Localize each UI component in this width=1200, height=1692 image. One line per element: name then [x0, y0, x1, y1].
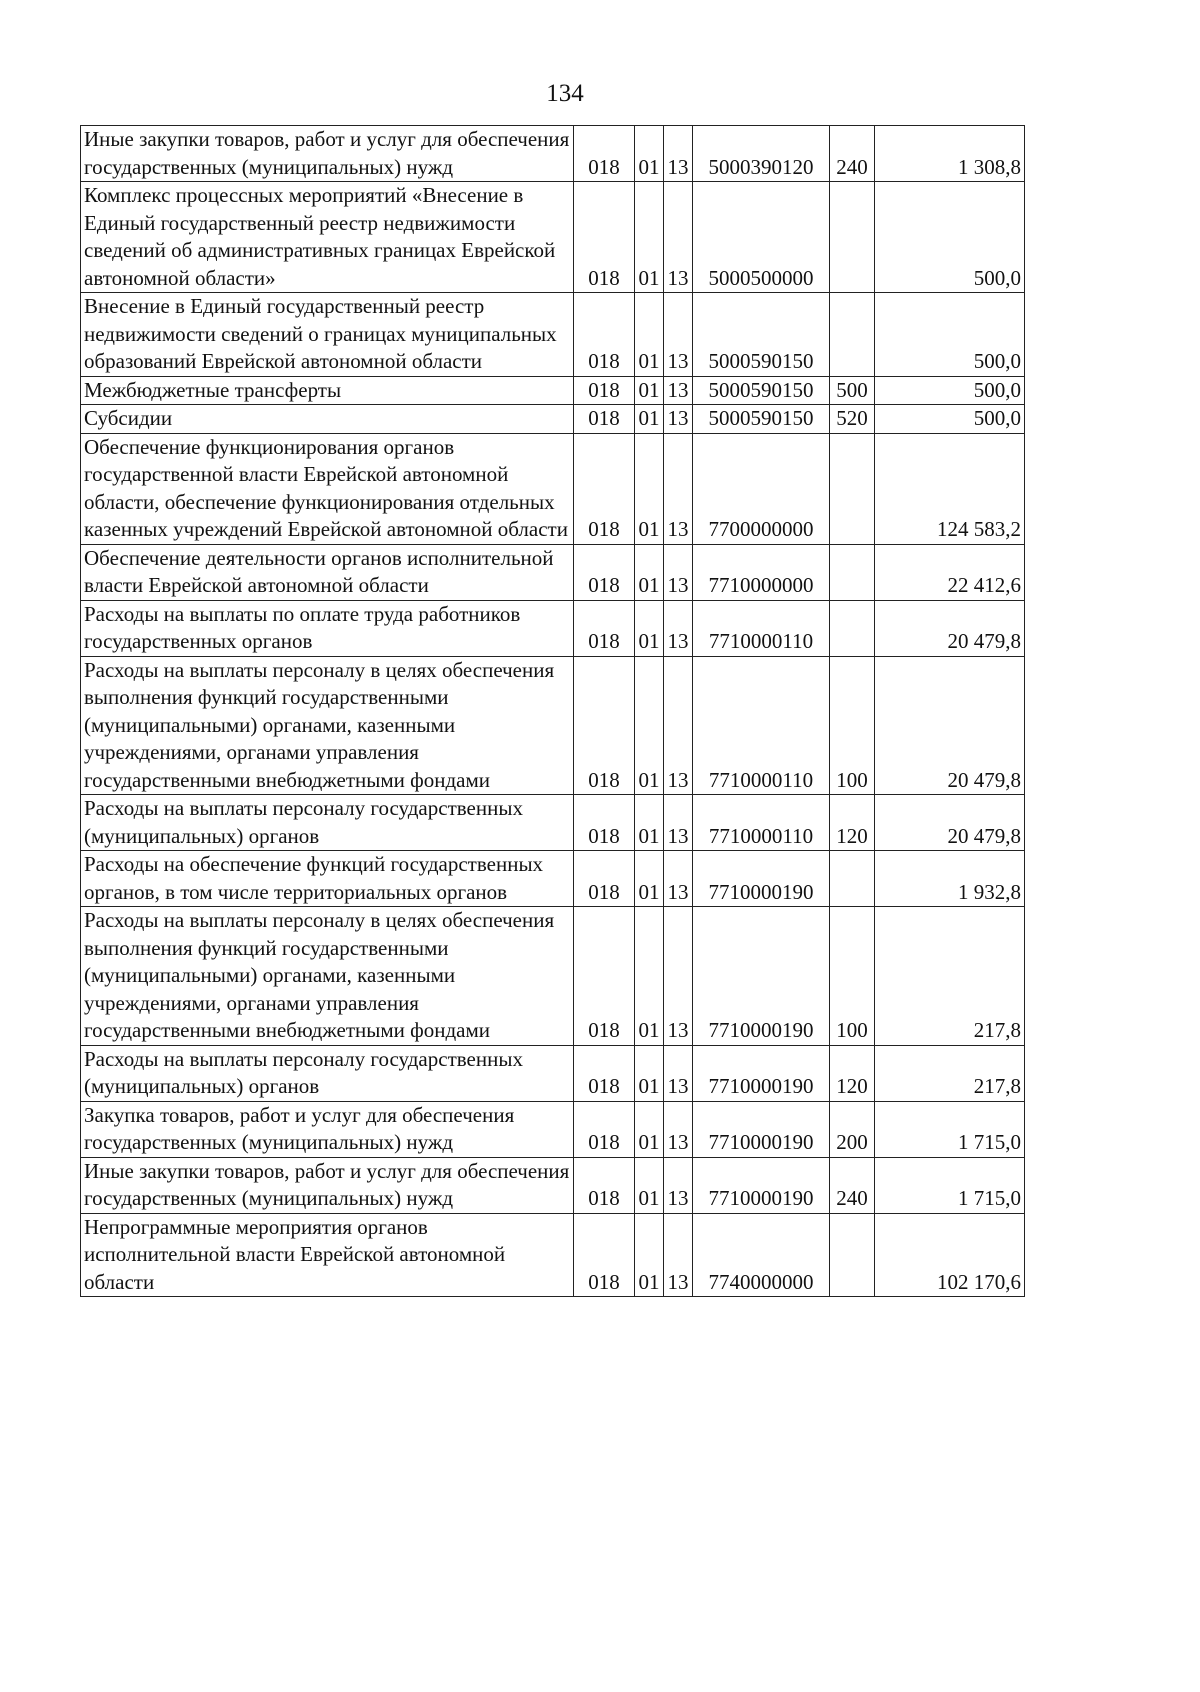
subsection-code-cell: 13 — [664, 405, 693, 434]
expense-type-cell: 240 — [830, 126, 875, 182]
section-code-cell: 01 — [635, 656, 664, 795]
amount-cell: 500,0 — [875, 293, 1025, 377]
section-code-cell: 01 — [635, 182, 664, 293]
subsection-code-cell: 13 — [664, 795, 693, 851]
row-name-cell: Расходы на выплаты персоналу государственных (муниципальных) органов — [81, 795, 574, 851]
ministry-code-cell: 018 — [574, 795, 635, 851]
amount-cell: 217,8 — [875, 1045, 1025, 1101]
table-row — [81, 376, 1025, 405]
section-code-cell: 01 — [635, 795, 664, 851]
expense-type-cell: 100 — [830, 656, 875, 795]
budget-table-body — [81, 126, 1025, 1297]
ministry-code-cell: 018 — [574, 293, 635, 377]
row-name-cell: Обеспечение деятельности органов исполнительной власти Еврейской автономной области — [81, 544, 574, 600]
row-name-cell: Непрограммные мероприятия органов исполнительной власти Еврейской автономной области — [81, 1213, 574, 1297]
target-article-cell: 7710000000 — [693, 544, 830, 600]
amount-cell: 1 308,8 — [875, 126, 1025, 182]
table-row — [81, 1045, 1025, 1101]
amount-cell: 20 479,8 — [875, 795, 1025, 851]
subsection-code-cell: 13 — [664, 182, 693, 293]
row-name-cell: Закупка товаров, работ и услуг для обеспечения государственных (муниципальных) нужд — [81, 1101, 574, 1157]
section-code-cell: 01 — [635, 376, 664, 405]
row-name-cell: Расходы на обеспечение функций государственных органов, в том числе территориальных органов — [81, 851, 574, 907]
row-name-cell: Расходы на выплаты персоналу государственных (муниципальных) органов — [81, 1045, 574, 1101]
target-article-cell: 5000590150 — [693, 376, 830, 405]
expense-type-cell — [830, 600, 875, 656]
expense-type-cell: 200 — [830, 1101, 875, 1157]
amount-cell: 22 412,6 — [875, 544, 1025, 600]
expense-type-cell: 520 — [830, 405, 875, 434]
ministry-code-cell: 018 — [574, 544, 635, 600]
section-code-cell: 01 — [635, 851, 664, 907]
subsection-code-cell: 13 — [664, 1213, 693, 1297]
ministry-code-cell: 018 — [574, 405, 635, 434]
subsection-code-cell: 13 — [664, 851, 693, 907]
target-article-cell: 7710000190 — [693, 1101, 830, 1157]
table-row — [81, 656, 1025, 795]
expense-type-cell — [830, 182, 875, 293]
row-name-cell: Иные закупки товаров, работ и услуг для обеспечения государственных (муниципальных) нужд — [81, 1157, 574, 1213]
ministry-code-cell: 018 — [574, 1213, 635, 1297]
ministry-code-cell: 018 — [574, 126, 635, 182]
target-article-cell: 7710000110 — [693, 600, 830, 656]
table-row — [81, 433, 1025, 544]
ministry-code-cell: 018 — [574, 600, 635, 656]
target-article-cell: 7710000190 — [693, 1045, 830, 1101]
amount-cell: 20 479,8 — [875, 656, 1025, 795]
ministry-code-cell: 018 — [574, 376, 635, 405]
row-name-cell: Расходы на выплаты персоналу в целях обеспечения выполнения функций государственными (муниципальными) органами, казенными учреждениями, органами управления государственными внебюджетными фондами — [81, 656, 574, 795]
ministry-code-cell: 018 — [574, 1045, 635, 1101]
row-name-cell: Иные закупки товаров, работ и услуг для обеспечения государственных (муниципальных) нужд — [81, 126, 574, 182]
row-name-cell: Субсидии — [81, 405, 574, 434]
row-name-cell: Расходы на выплаты по оплате труда работников государственных органов — [81, 600, 574, 656]
section-code-cell: 01 — [635, 405, 664, 434]
target-article-cell: 7710000110 — [693, 795, 830, 851]
budget-table — [80, 125, 1025, 1297]
target-article-cell: 7700000000 — [693, 433, 830, 544]
target-article-cell: 7710000190 — [693, 851, 830, 907]
expense-type-cell: 240 — [830, 1157, 875, 1213]
target-article-cell: 7740000000 — [693, 1213, 830, 1297]
section-code-cell: 01 — [635, 907, 664, 1046]
amount-cell: 102 170,6 — [875, 1213, 1025, 1297]
target-article-cell: 7710000190 — [693, 1157, 830, 1213]
expense-type-cell — [830, 544, 875, 600]
amount-cell: 124 583,2 — [875, 433, 1025, 544]
subsection-code-cell: 13 — [664, 1157, 693, 1213]
expense-type-cell: 100 — [830, 907, 875, 1046]
ministry-code-cell: 018 — [574, 851, 635, 907]
section-code-cell: 01 — [635, 433, 664, 544]
subsection-code-cell: 13 — [664, 293, 693, 377]
section-code-cell: 01 — [635, 126, 664, 182]
subsection-code-cell: 13 — [664, 376, 693, 405]
table-row — [81, 182, 1025, 293]
subsection-code-cell: 13 — [664, 1101, 693, 1157]
section-code-cell: 01 — [635, 1157, 664, 1213]
amount-cell: 500,0 — [875, 376, 1025, 405]
table-row — [81, 851, 1025, 907]
row-name-cell: Комплекс процессных мероприятий «Внесение в Единый государственный реестр недвижимости сведений об административных границах Еврейской автономной области» — [81, 182, 574, 293]
subsection-code-cell: 13 — [664, 433, 693, 544]
target-article-cell: 5000590150 — [693, 405, 830, 434]
expense-type-cell: 120 — [830, 795, 875, 851]
table-row — [81, 405, 1025, 434]
section-code-cell: 01 — [635, 1213, 664, 1297]
table-row — [81, 126, 1025, 182]
amount-cell: 1 715,0 — [875, 1101, 1025, 1157]
expense-type-cell — [830, 851, 875, 907]
amount-cell: 1 715,0 — [875, 1157, 1025, 1213]
table-row — [81, 1213, 1025, 1297]
target-article-cell: 5000590150 — [693, 293, 830, 377]
target-article-cell: 5000390120 — [693, 126, 830, 182]
subsection-code-cell: 13 — [664, 600, 693, 656]
table-row — [81, 544, 1025, 600]
expense-type-cell: 500 — [830, 376, 875, 405]
amount-cell: 217,8 — [875, 907, 1025, 1046]
expense-type-cell — [830, 1213, 875, 1297]
row-name-cell: Расходы на выплаты персоналу в целях обеспечения выполнения функций государственными (муниципальными) органами, казенными учреждениями, органами управления государственными внебюджетными фондами — [81, 907, 574, 1046]
subsection-code-cell: 13 — [664, 656, 693, 795]
row-name-cell: Внесение в Единый государственный реестр недвижимости сведений о границах муниципальных образований Еврейской автономной области — [81, 293, 574, 377]
subsection-code-cell: 13 — [664, 1045, 693, 1101]
target-article-cell: 7710000190 — [693, 907, 830, 1046]
section-code-cell: 01 — [635, 600, 664, 656]
table-row — [81, 600, 1025, 656]
amount-cell: 20 479,8 — [875, 600, 1025, 656]
section-code-cell: 01 — [635, 1045, 664, 1101]
ministry-code-cell: 018 — [574, 433, 635, 544]
target-article-cell: 5000500000 — [693, 182, 830, 293]
table-row — [81, 293, 1025, 377]
row-name-cell: Межбюджетные трансферты — [81, 376, 574, 405]
ministry-code-cell: 018 — [574, 656, 635, 795]
subsection-code-cell: 13 — [664, 544, 693, 600]
row-name-cell: Обеспечение функционирования органов государственной власти Еврейской автономной области, обеспечение функционирования отдельных казенных учреждений Еврейской автономной области — [81, 433, 574, 544]
expense-type-cell: 120 — [830, 1045, 875, 1101]
subsection-code-cell: 13 — [664, 126, 693, 182]
table-row — [81, 795, 1025, 851]
expense-type-cell — [830, 433, 875, 544]
table-row — [81, 1157, 1025, 1213]
subsection-code-cell: 13 — [664, 907, 693, 1046]
section-code-cell: 01 — [635, 1101, 664, 1157]
page-number: 134 — [546, 80, 584, 107]
amount-cell: 1 932,8 — [875, 851, 1025, 907]
table-row — [81, 907, 1025, 1046]
table-row — [81, 1101, 1025, 1157]
expense-type-cell — [830, 293, 875, 377]
amount-cell: 500,0 — [875, 182, 1025, 293]
section-code-cell: 01 — [635, 293, 664, 377]
ministry-code-cell: 018 — [574, 907, 635, 1046]
amount-cell: 500,0 — [875, 405, 1025, 434]
ministry-code-cell: 018 — [574, 1157, 635, 1213]
section-code-cell: 01 — [635, 544, 664, 600]
target-article-cell: 7710000110 — [693, 656, 830, 795]
ministry-code-cell: 018 — [574, 182, 635, 293]
ministry-code-cell: 018 — [574, 1101, 635, 1157]
